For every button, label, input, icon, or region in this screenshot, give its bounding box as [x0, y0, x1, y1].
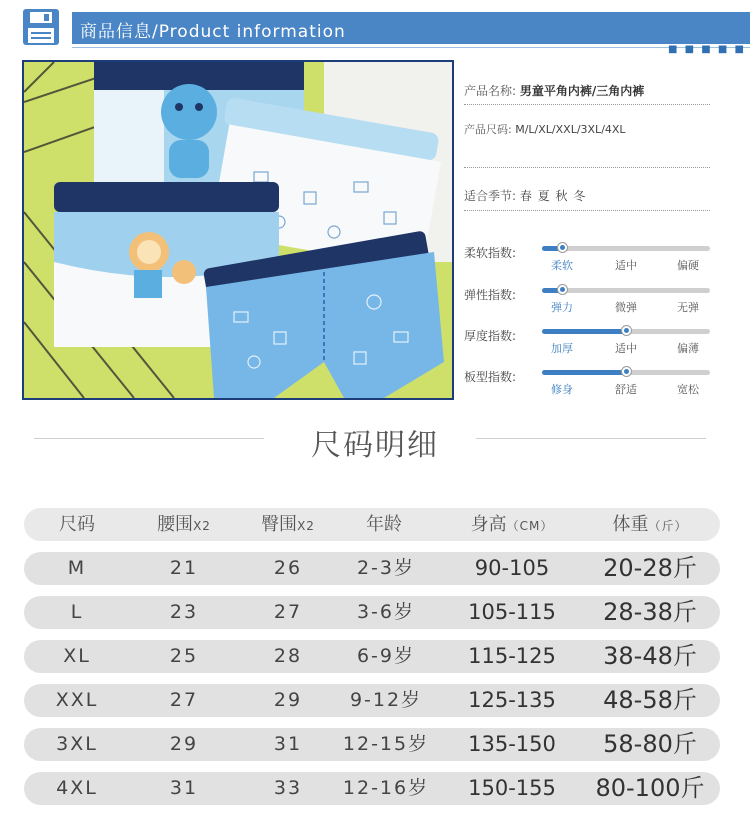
thickness-option-3: 偏薄: [677, 342, 699, 355]
divider-dotted: [464, 167, 710, 168]
elasticity-index-track: [542, 288, 710, 293]
cell-weight: 48-58斤: [603, 686, 697, 714]
cell-height: 90-105: [474, 556, 550, 580]
col-header-weight: 体重（斤）: [612, 514, 688, 535]
cell-age: 3-6岁: [356, 601, 416, 623]
fit-index-fill: [542, 370, 626, 375]
cell-age: 12-16岁: [342, 777, 430, 799]
fit-option-1: 修身: [551, 383, 573, 396]
col-header-waist: 腰围X2: [157, 514, 211, 535]
cell-size: 4XL: [56, 777, 98, 799]
cell-age: 6-9岁: [356, 645, 416, 667]
thickness-index-knob: [621, 325, 632, 336]
elasticity-option-2: 微弹: [615, 301, 637, 314]
cell-weight: 38-48斤: [603, 642, 697, 670]
fit-index-track: [542, 370, 710, 375]
cell-size: M: [67, 557, 87, 579]
table-row: [24, 640, 720, 673]
softness-index-knob: [557, 242, 568, 253]
cell-weight: 80-100斤: [595, 774, 705, 802]
fit-index-label: 板型指数:: [464, 370, 517, 384]
product-size-value: M/L/XL/XXL/3XL/4XL: [515, 123, 626, 136]
cell-waist: 29: [169, 733, 199, 755]
elasticity-option-3: 无弹: [677, 301, 699, 314]
cell-height: 115-125: [468, 644, 556, 668]
product-name-label: 产品名称:: [464, 84, 517, 98]
cell-height: 125-135: [468, 688, 556, 712]
elasticity-index-label: 弹性指数:: [464, 288, 517, 302]
product-size-row: [464, 121, 626, 137]
thickness-index-fill: [542, 329, 626, 334]
cell-waist: 31: [169, 777, 199, 799]
cell-age: 12-15岁: [342, 733, 430, 755]
cell-size: 3XL: [56, 733, 98, 755]
elasticity-option-1: 弹力: [551, 301, 573, 314]
fit-option-2: 舒适: [615, 383, 637, 396]
softness-option-2: 适中: [615, 259, 637, 272]
cell-waist: 25: [169, 645, 199, 667]
cell-hip: 33: [273, 777, 303, 799]
size-table-header: [24, 508, 720, 541]
cell-height: 135-150: [468, 732, 556, 756]
thickness-index-label: 厚度指数:: [464, 329, 517, 343]
product-size-label: 产品尺码:: [464, 123, 512, 136]
thickness-option-1: 加厚: [551, 342, 573, 355]
size-section-title: 尺码明细: [311, 428, 439, 463]
cell-height: 150-155: [468, 776, 556, 800]
divider-dotted: [464, 104, 710, 105]
cell-size: L: [70, 601, 84, 623]
header-underline: [72, 47, 750, 48]
product-photo: [22, 60, 454, 400]
cell-height: 105-115: [468, 600, 556, 624]
softness-option-1: 柔软: [551, 259, 573, 272]
col-header-height: 身高（CM）: [470, 514, 554, 535]
season-label: 适合季节:: [464, 189, 517, 203]
product-name-value: 男童平角内裤/三角内裤: [519, 84, 645, 98]
season-row: [464, 187, 586, 204]
table-row: [24, 596, 720, 629]
fit-option-3: 宽松: [677, 383, 699, 396]
floppy-save-icon: [22, 8, 60, 46]
cell-waist: 27: [169, 689, 199, 711]
season-value: 春 夏 秋 冬: [519, 189, 587, 203]
thickness-option-2: 适中: [615, 342, 637, 355]
elasticity-index-knob: [557, 284, 568, 295]
section-divider-right: [476, 438, 706, 439]
softness-index-track: [542, 246, 710, 251]
header-title: 商品信息/Product information: [80, 22, 346, 42]
col-header-hip: 臀围X2: [261, 514, 315, 535]
cell-hip: 26: [273, 557, 303, 579]
dino-print: [161, 84, 217, 140]
cell-hip: 27: [273, 601, 303, 623]
divider-dotted: [464, 210, 710, 211]
cell-hip: 31: [273, 733, 303, 755]
col-header-age: 年龄: [366, 514, 402, 535]
table-row: [24, 552, 720, 585]
table-row: [24, 684, 720, 717]
product-name-row: [464, 82, 644, 99]
fit-index-knob: [621, 366, 632, 377]
cell-waist: 23: [169, 601, 199, 623]
table-row: [24, 772, 720, 805]
softness-index-label: 柔软指数:: [464, 246, 517, 260]
cell-size: XXL: [55, 689, 99, 711]
cell-waist: 21: [169, 557, 199, 579]
cell-hip: 28: [273, 645, 303, 667]
cell-weight: 28-38斤: [603, 598, 697, 626]
header-dots-decoration: ■ ■ ■ ■ ■: [668, 44, 746, 55]
cell-size: XL: [63, 645, 91, 667]
thickness-index-track: [542, 329, 710, 334]
cell-hip: 29: [273, 689, 303, 711]
header-icon-box: [12, 4, 68, 48]
cell-weight: 20-28斤: [603, 554, 697, 582]
col-header-size: 尺码: [59, 514, 95, 535]
cell-age: 2-3岁: [356, 557, 416, 579]
cell-age: 9-12岁: [349, 689, 423, 711]
softness-option-3: 偏硬: [677, 259, 699, 272]
cell-weight: 58-80斤: [603, 730, 697, 758]
table-row: [24, 728, 720, 761]
